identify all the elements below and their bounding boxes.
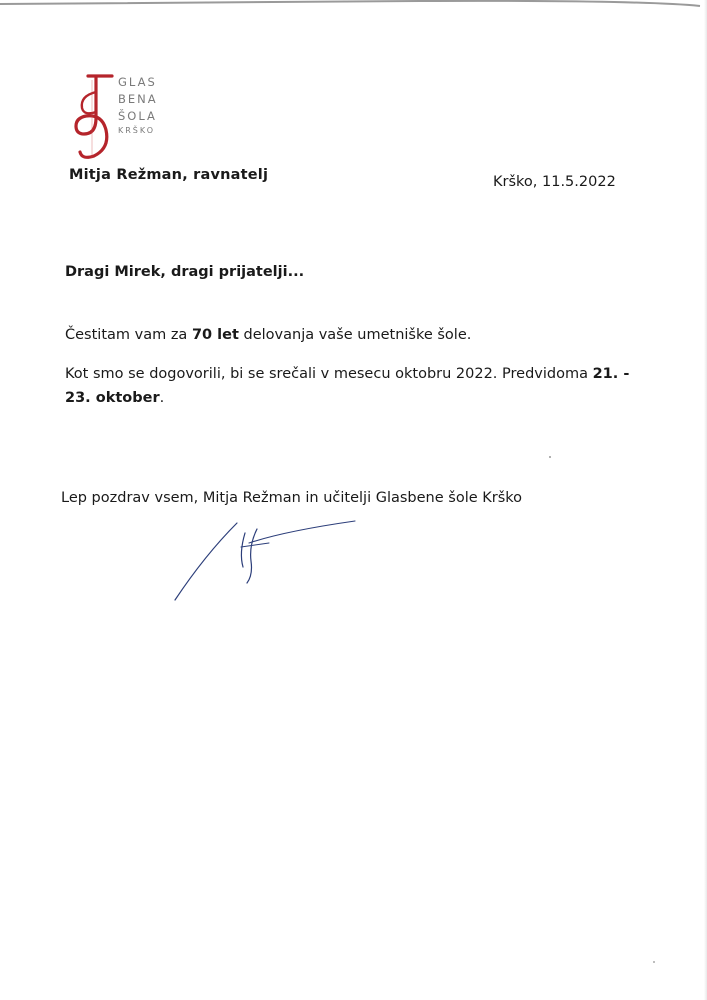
school-logo (72, 72, 182, 162)
anniversary-years: 70 let (191, 327, 239, 343)
scan-speck (548, 455, 552, 459)
logo-line-3: ŠOLA (118, 109, 157, 123)
paragraph-meeting (65, 362, 629, 410)
letter-date: Krško, 11.5.2022 (493, 174, 616, 190)
logo-wordmark (118, 74, 158, 137)
closing-line: Lep pozdrav vsem, Mitja Režman in učitelji Glasbene šole Krško (61, 490, 523, 506)
paragraph-congrats-text-2: delovanja vaše umetniške šole. (238, 327, 472, 343)
logo-line-2: BENA (118, 92, 158, 106)
handwritten-signature (165, 515, 365, 610)
paragraph-congrats (65, 327, 471, 343)
meeting-date-end: 23. oktober (65, 390, 160, 406)
meeting-date-start: 21. - (592, 366, 630, 382)
logo-line-4: KRŠKO (118, 126, 155, 135)
paragraph-meeting-line-2 (65, 386, 629, 410)
treble-clef-logo-icon (72, 72, 118, 162)
scan-speck-2 (652, 960, 656, 964)
paragraph-congrats-text-1: Čestitam vam za (65, 327, 192, 343)
meeting-period: . (159, 390, 165, 406)
scan-edge-mark (0, 0, 707, 12)
logo-line-1: GLAS (118, 75, 157, 89)
meeting-text: Kot smo se dogovorili, bi se srečali v mesecu oktobru 2022. Predvidoma (65, 366, 593, 382)
sender-line: Mitja Režman, ravnatelj (69, 167, 269, 183)
paragraph-meeting-line-1 (65, 362, 629, 386)
greeting: Dragi Mirek, dragi prijatelji... (65, 264, 305, 280)
